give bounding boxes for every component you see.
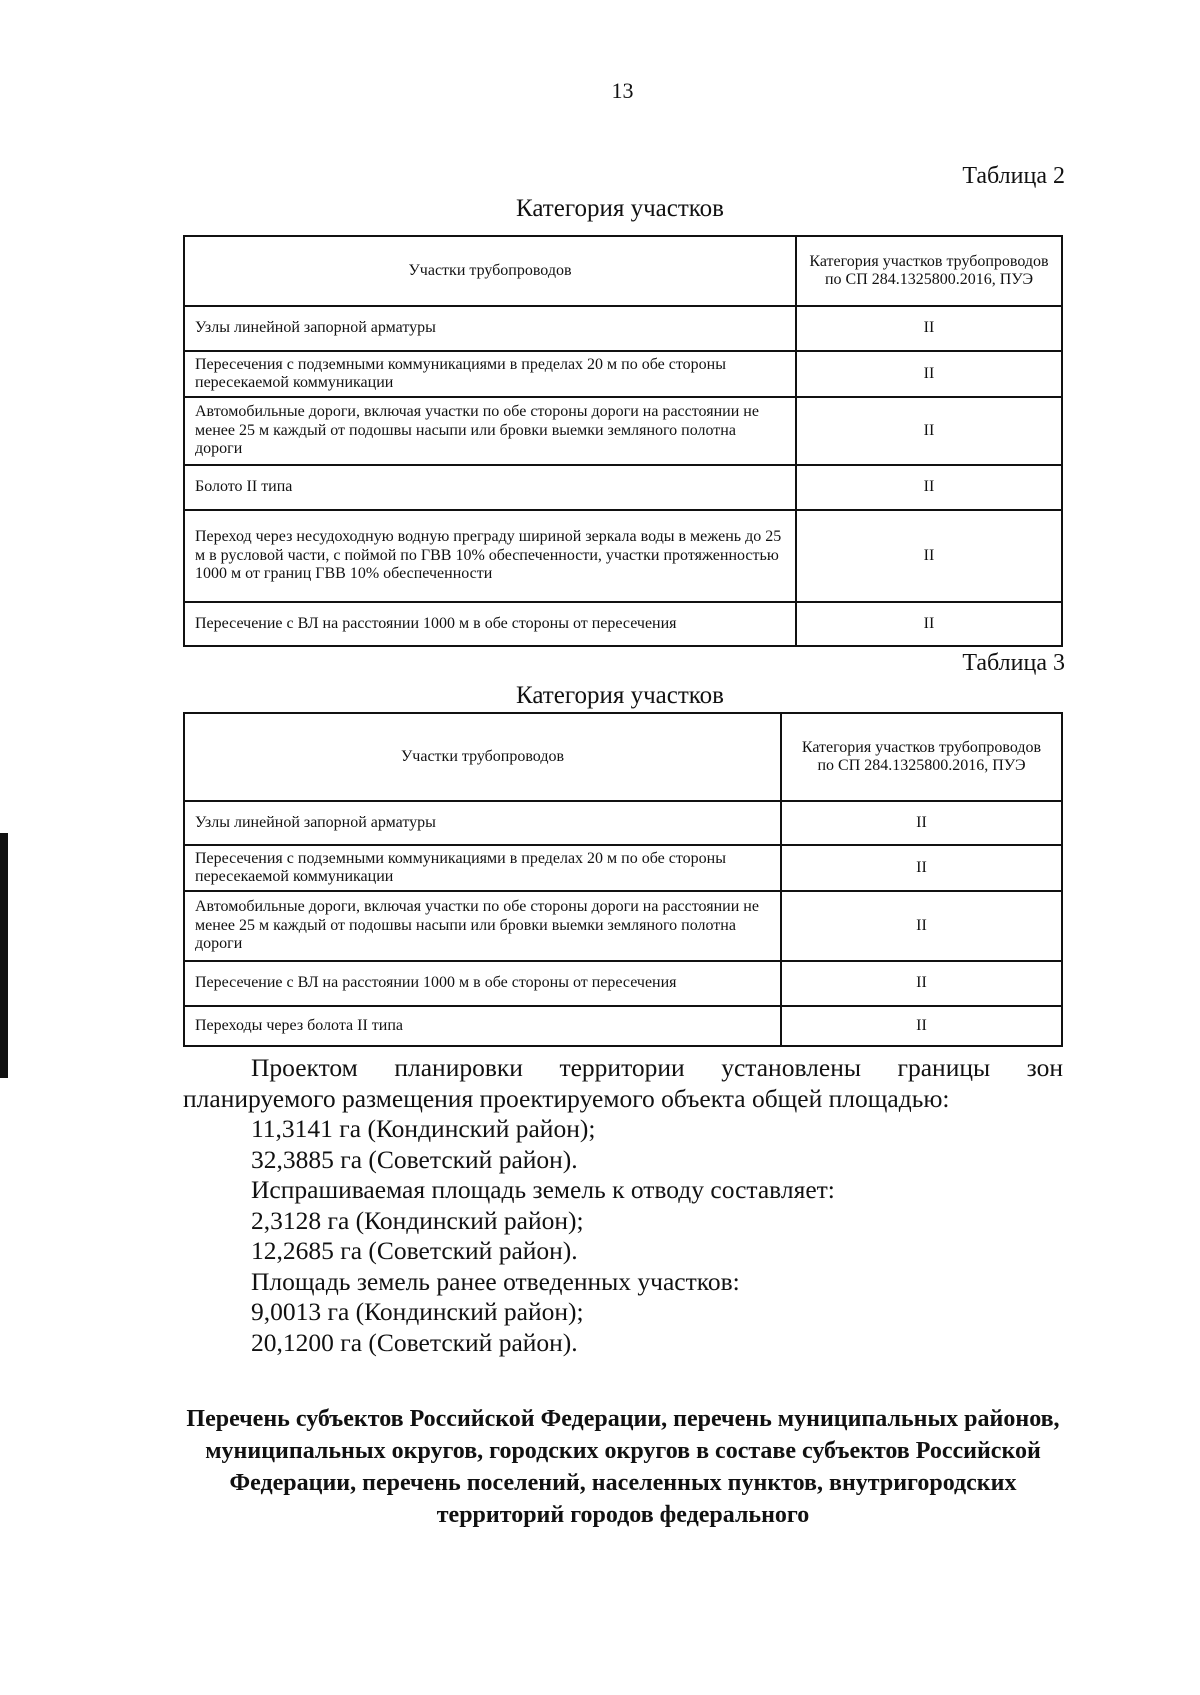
table-row bbox=[184, 891, 1062, 961]
table2-header-category: Категория участков трубопроводов по СП 284.1325800.2016, ПУЭ bbox=[796, 236, 1062, 306]
table-row bbox=[184, 306, 1062, 351]
area-line: 12,2685 га (Советский район). bbox=[251, 1236, 578, 1265]
section-cell: Пересечение с ВЛ на расстоянии 1000 м в обе стороны от пересечения bbox=[184, 961, 781, 1006]
section-cell: Переход через несудоходную водную преграду шириной зеркала воды в межень до 25 м в русловой части, с поймой по ГВВ 10% обеспеченности, участки протяженностью 1000 м от границ ГВВ 10% обеспеченности bbox=[184, 510, 796, 602]
table-row bbox=[184, 845, 1062, 891]
intro-line: Проектом планировки территории установлены границы зон bbox=[251, 1053, 1063, 1082]
table-row bbox=[184, 1006, 1062, 1046]
table2-label: Таблица 2 bbox=[962, 163, 1065, 189]
area-line: Площадь земель ранее отведенных участков: bbox=[251, 1266, 740, 1296]
table3-label: Таблица 3 bbox=[962, 650, 1065, 676]
category-cell: II bbox=[781, 1006, 1062, 1046]
area-line: Испрашиваемая площадь земель к отводу составляет: bbox=[251, 1175, 835, 1204]
category-cell: II bbox=[796, 306, 1062, 351]
section-heading: Перечень субъектов Российской Федерации, перечень муниципальных районов, муниципальных округов, городских округов в составе субъектов Российской Федерации, перечень поселений, населенных пунктов, внутригородских территорий городов федерального bbox=[186, 1406, 1060, 1528]
category-cell: II bbox=[781, 845, 1062, 891]
table-row bbox=[184, 351, 1062, 397]
table-row bbox=[184, 397, 1062, 465]
table3-header-sections: Участки трубопроводов bbox=[184, 713, 781, 801]
category-cell: II bbox=[796, 351, 1062, 397]
category-cell: II bbox=[781, 801, 1062, 845]
table-row bbox=[184, 602, 1062, 646]
section-cell: Переходы через болота II типа bbox=[184, 1006, 781, 1046]
table2-title: Категория участков bbox=[516, 195, 724, 222]
table3-header-category: Категория участков трубопроводов по СП 284.1325800.2016, ПУЭ bbox=[781, 713, 1062, 801]
body-text bbox=[183, 1053, 1063, 1358]
area-line: 32,3885 га (Советский район). bbox=[251, 1144, 578, 1174]
area-line: 11,3141 га (Кондинский район); bbox=[251, 1114, 596, 1143]
category-cell: II bbox=[796, 397, 1062, 465]
section-cell: Пересечения с подземными коммуникациями в пределах 20 м по обе стороны пересекаемой коммуникации bbox=[184, 845, 781, 891]
category-cell: II bbox=[796, 510, 1062, 602]
scan-edge-mark bbox=[0, 833, 8, 1078]
table2 bbox=[183, 235, 1063, 647]
section-cell: Узлы линейной запорной арматуры bbox=[184, 801, 781, 845]
section-cell: Автомобильные дороги, включая участки по обе стороны дороги на расстоянии не менее 25 м каждый от подошвы насыпи или бровки выемки земляного полотна дороги bbox=[184, 891, 781, 961]
area-line: 20,1200 га (Советский район). bbox=[251, 1327, 578, 1357]
category-cell: II bbox=[781, 961, 1062, 1006]
category-cell: II bbox=[796, 602, 1062, 646]
table-row bbox=[184, 961, 1062, 1006]
area-line: 9,0013 га (Кондинский район); bbox=[251, 1297, 584, 1326]
table-row bbox=[184, 801, 1062, 845]
table3-title: Категория участков bbox=[516, 682, 724, 709]
intro-continuation: планируемого размещения проектируемого объекта общей площадью: bbox=[183, 1083, 950, 1113]
table-row bbox=[184, 510, 1062, 602]
section-cell: Болото II типа bbox=[184, 465, 796, 510]
table-row bbox=[184, 465, 1062, 510]
section-cell: Автомобильные дороги, включая участки по обе стороны дороги на расстоянии не менее 25 м каждый от подошвы насыпи или бровки выемки земляного полотна дороги bbox=[184, 397, 796, 465]
category-cell: II bbox=[781, 891, 1062, 961]
page-number: 13 bbox=[611, 78, 634, 103]
category-cell: II bbox=[796, 465, 1062, 510]
section-cell: Пересечение с ВЛ на расстоянии 1000 м в обе стороны от пересечения bbox=[184, 602, 796, 646]
table2-header-sections: Участки трубопроводов bbox=[184, 236, 796, 306]
area-line: 2,3128 га (Кондинский район); bbox=[251, 1205, 584, 1235]
table3 bbox=[183, 712, 1063, 1047]
section-cell: Пересечения с подземными коммуникациями в пределах 20 м по обе стороны пересекаемой коммуникации bbox=[184, 351, 796, 397]
section-cell: Узлы линейной запорной арматуры bbox=[184, 306, 796, 351]
